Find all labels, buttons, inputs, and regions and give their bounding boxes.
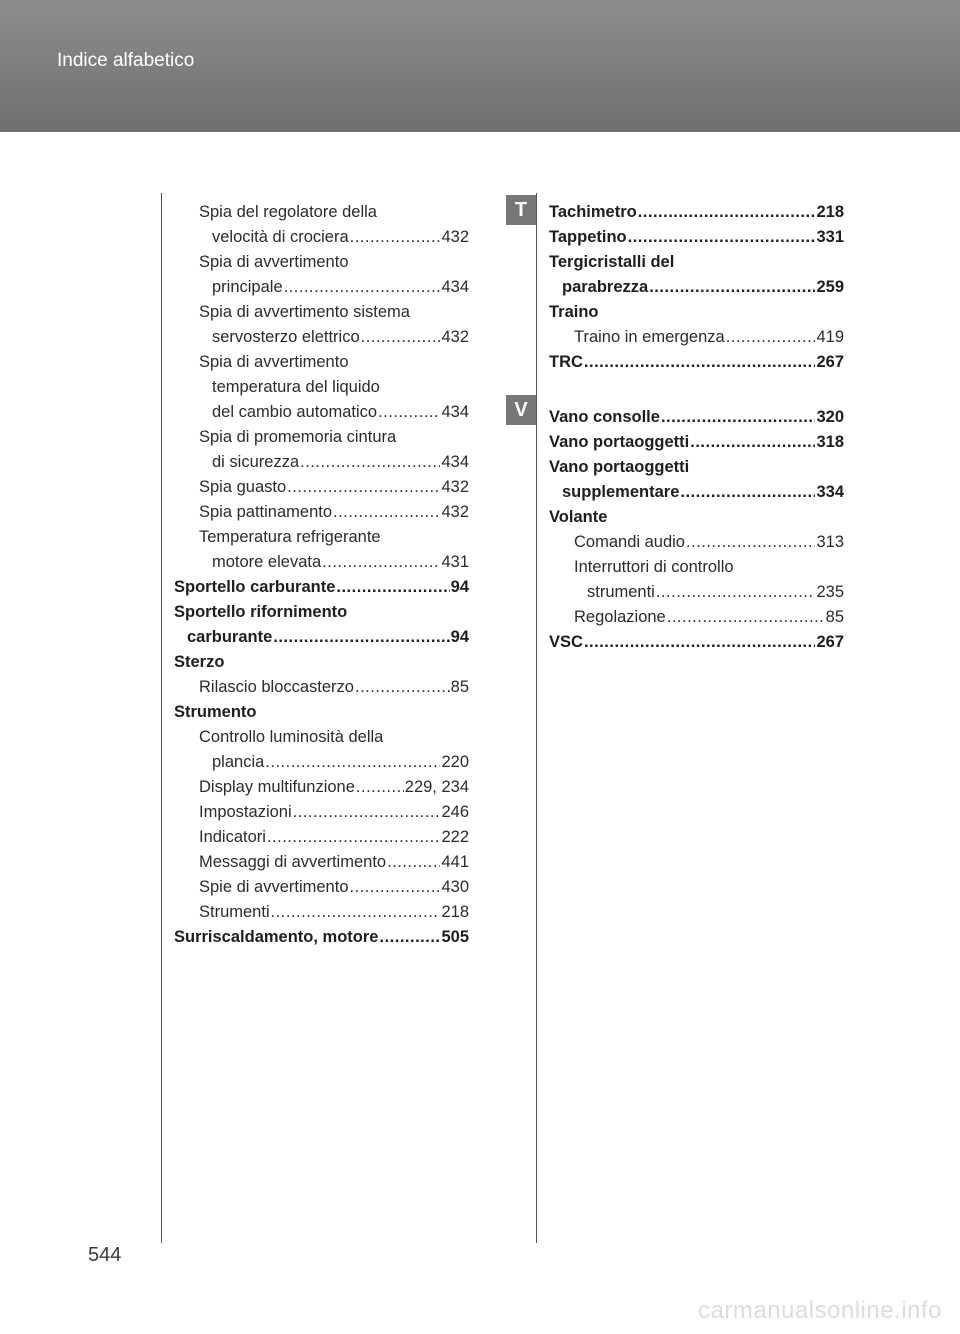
index-entry[interactable]: Spia pattinamento ..... 432 xyxy=(174,500,469,525)
index-entry[interactable]: Tergicristalli del xyxy=(549,253,675,271)
index-entry[interactable]: Messaggi di avvertimento ..... 441 xyxy=(174,850,469,875)
page-ref: 235 xyxy=(816,583,844,601)
index-entry[interactable]: Vano portaoggetti ..... 318 xyxy=(549,430,844,455)
index-entry[interactable]: Spia di avvertimento xyxy=(199,353,349,371)
index-entry[interactable]: Display multifunzione ..... 229, 234 xyxy=(174,775,469,800)
page-ref: 434 xyxy=(441,278,469,296)
index-entry[interactable]: Vano portaoggetti xyxy=(549,458,690,476)
index-entry[interactable]: Spie di avvertimento ..... 430 xyxy=(174,875,469,900)
index-entry[interactable]: di sicurezza ..... 434 xyxy=(174,450,469,475)
page-ref: 85 xyxy=(825,608,844,626)
index-entry[interactable]: parabrezza ..... 259 xyxy=(549,275,844,300)
index-entry[interactable]: Rilascio bloccasterzo ..... 85 xyxy=(174,675,469,700)
index-entry[interactable]: Sportello carburante ..... 94 xyxy=(174,575,469,600)
page-ref: 432 xyxy=(441,328,469,346)
index-entry[interactable]: motore elevata ..... 431 xyxy=(174,550,469,575)
page-ref: 222 xyxy=(441,828,469,846)
page-ref: 430 xyxy=(441,878,469,896)
page-ref: 318 xyxy=(816,433,844,451)
page-ref: 229, 234 xyxy=(404,778,469,796)
index-entry[interactable]: Spia di promemoria cintura xyxy=(199,428,397,446)
index-entry[interactable]: Strumento xyxy=(174,703,257,721)
index-entry[interactable]: Sportello rifornimento xyxy=(174,603,348,621)
page-ref: 267 xyxy=(816,353,844,371)
column-divider-middle xyxy=(536,193,537,1243)
page-ref: 94 xyxy=(450,628,469,646)
page-ref: 313 xyxy=(816,533,844,551)
page-ref: 434 xyxy=(441,403,469,421)
index-entry[interactable]: Regolazione ..... 85 xyxy=(549,605,844,630)
page-ref: 432 xyxy=(441,478,469,496)
index-entry[interactable]: Tappetino ..... 331 xyxy=(549,225,844,250)
index-entry[interactable]: Temperatura refrigerante xyxy=(199,528,381,546)
page-header xyxy=(0,0,960,132)
index-entry[interactable]: Spia del regolatore della xyxy=(199,203,377,221)
index-entry[interactable]: Impostazioni ..... 246 xyxy=(174,800,469,825)
index-entry[interactable]: Sterzo xyxy=(174,653,225,671)
index-entry[interactable]: Spia guasto ..... 432 xyxy=(174,475,469,500)
index-entry[interactable]: Strumenti ..... 218 xyxy=(174,900,469,925)
index-entry[interactable]: plancia ..... 220 xyxy=(174,750,469,775)
index-entry[interactable]: servosterzo elettrico ..... 432 xyxy=(174,325,469,350)
index-entry[interactable]: Comandi audio ..... 313 xyxy=(549,530,844,555)
section-title: Indice alfabetico xyxy=(57,50,195,71)
page-ref: 220 xyxy=(441,753,469,771)
page-ref: 431 xyxy=(441,553,469,571)
index-entry[interactable]: Indicatori ..... 222 xyxy=(174,825,469,850)
page-ref: 505 xyxy=(441,928,469,946)
index-entry[interactable]: Traino xyxy=(549,303,599,321)
index-entry[interactable]: supplementare ..... 334 xyxy=(549,480,844,505)
watermark: carmanualsonline.info xyxy=(698,1297,942,1324)
page-number: 544 xyxy=(88,1244,122,1266)
index-entry[interactable]: del cambio automatico ..... 434 xyxy=(174,400,469,425)
page-ref: 246 xyxy=(441,803,469,821)
column-divider-left xyxy=(161,193,162,1243)
letter-marker-t: T xyxy=(506,195,536,225)
index-entry[interactable]: Spia di avvertimento sistema xyxy=(199,303,410,321)
index-entry[interactable]: Traino in emergenza ..... 419 xyxy=(549,325,844,350)
page-ref: 441 xyxy=(441,853,469,871)
page-ref: 334 xyxy=(816,483,844,501)
page-ref: 434 xyxy=(441,453,469,471)
index-entry[interactable]: VSC ..... 267 xyxy=(549,630,844,655)
page-ref: 85 xyxy=(450,678,469,696)
index-entry[interactable]: Spia di avvertimento xyxy=(199,253,349,271)
page-ref: 267 xyxy=(816,633,844,651)
index-entry[interactable]: principale ..... 434 xyxy=(174,275,469,300)
page-ref: 218 xyxy=(816,203,844,221)
page-ref: 419 xyxy=(816,328,844,346)
index-entry[interactable]: Interruttori di controllo xyxy=(574,558,734,576)
index-entry[interactable]: strumenti ..... 235 xyxy=(549,580,844,605)
page-ref: 94 xyxy=(450,578,469,596)
index-entry[interactable]: Surriscaldamento, motore ..... 505 xyxy=(174,925,469,950)
index-entry[interactable]: Volante xyxy=(549,508,608,526)
index-entry[interactable]: temperatura del liquido xyxy=(212,378,380,396)
page-ref: 331 xyxy=(816,228,844,246)
letter-marker-v: V xyxy=(506,395,536,425)
index-entry[interactable]: TRC ..... 267 xyxy=(549,350,844,375)
page-ref: 259 xyxy=(816,278,844,296)
index-entry[interactable]: Controllo luminosità della xyxy=(199,728,384,746)
page-ref: 432 xyxy=(441,503,469,521)
page-ref: 218 xyxy=(441,903,469,921)
page-ref: 432 xyxy=(441,228,469,246)
index-entry[interactable]: velocità di crociera ..... 432 xyxy=(174,225,469,250)
index-entry[interactable]: Tachimetro ..... 218 xyxy=(549,200,844,225)
index-entry[interactable]: carburante ..... 94 xyxy=(174,625,469,650)
page-ref: 320 xyxy=(816,408,844,426)
index-entry[interactable]: Vano consolle ..... 320 xyxy=(549,405,844,430)
